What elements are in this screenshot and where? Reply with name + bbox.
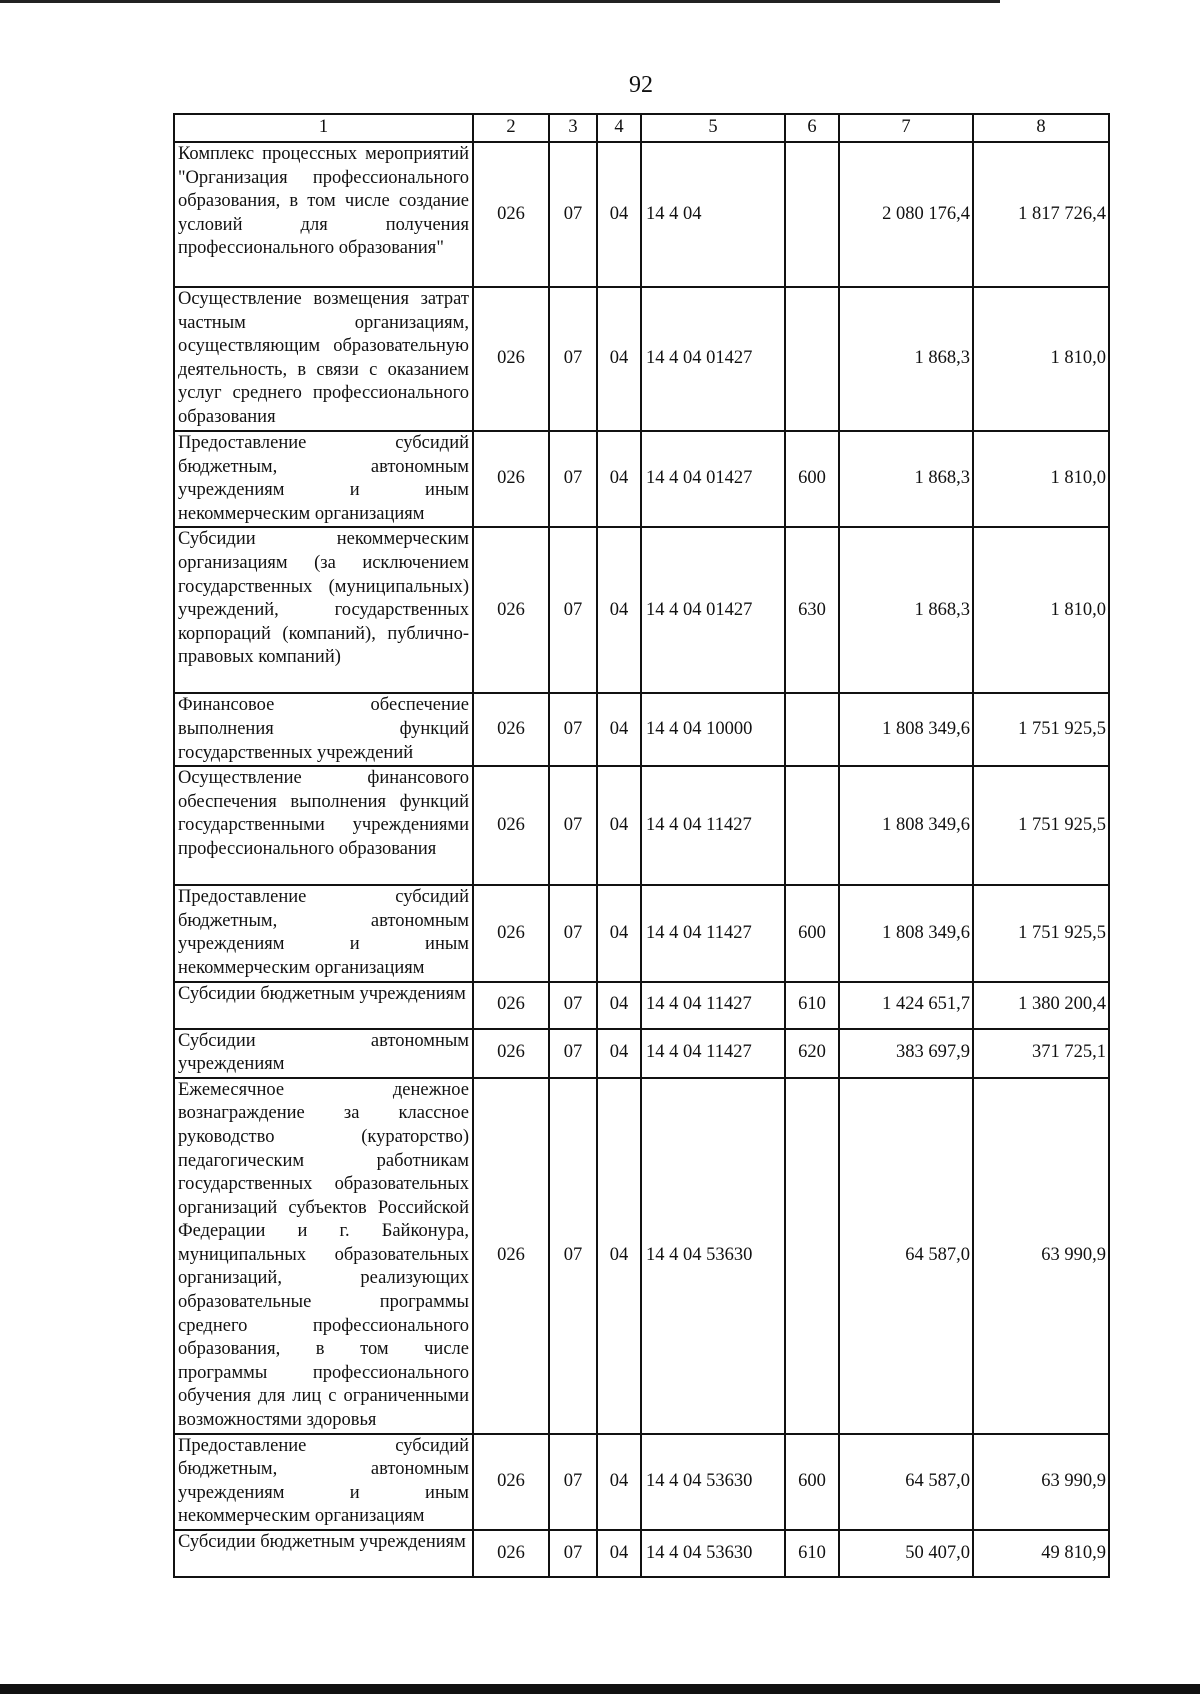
cell-col7: 1 808 349,6 xyxy=(839,693,973,766)
cell-col2: 026 xyxy=(473,287,549,431)
table-row xyxy=(174,1530,1109,1577)
cell-col6: 600 xyxy=(785,1434,839,1530)
cell-col7: 1 868,3 xyxy=(839,527,973,693)
cell-col8: 1 751 925,5 xyxy=(973,693,1109,766)
row-name: Предоставление субсидий бюджетным, автономным учреждениям и иным некоммерческим организациям xyxy=(174,1434,473,1530)
cell-col6: 610 xyxy=(785,982,839,1029)
header-cell: 1 xyxy=(174,114,473,142)
table-row xyxy=(174,1029,1109,1078)
cell-col2: 026 xyxy=(473,982,549,1029)
row-name: Субсидии некоммерческим организациям (за исключением государственных (муниципальных) учреждений, государственных корпораций (компаний), публично-правовых компаний) xyxy=(174,527,473,693)
table-row xyxy=(174,527,1109,693)
cell-col2: 026 xyxy=(473,1530,549,1577)
cell-col3: 07 xyxy=(549,885,597,981)
cell-col4: 04 xyxy=(597,885,641,981)
page-number: 92 xyxy=(629,72,653,98)
cell-col2: 026 xyxy=(473,431,549,527)
cell-col2: 026 xyxy=(473,766,549,885)
top-rule xyxy=(0,0,1000,3)
cell-col4: 04 xyxy=(597,1078,641,1434)
cell-col6: 610 xyxy=(785,1530,839,1577)
row-name: Субсидии бюджетным учреждениям xyxy=(174,1530,473,1577)
cell-col7: 2 080 176,4 xyxy=(839,142,973,287)
cell-col8: 1 810,0 xyxy=(973,527,1109,693)
cell-col8: 371 725,1 xyxy=(973,1029,1109,1078)
table-row xyxy=(174,982,1109,1029)
cell-col2: 026 xyxy=(473,693,549,766)
table-row xyxy=(174,142,1109,287)
cell-col2: 026 xyxy=(473,1434,549,1530)
table-row xyxy=(174,431,1109,527)
cell-col8: 63 990,9 xyxy=(973,1434,1109,1530)
cell-col2: 026 xyxy=(473,1029,549,1078)
cell-col6 xyxy=(785,766,839,885)
cell-col7: 64 587,0 xyxy=(839,1434,973,1530)
cell-col5: 14 4 04 11427 xyxy=(641,982,785,1029)
cell-col4: 04 xyxy=(597,766,641,885)
cell-col4: 04 xyxy=(597,287,641,431)
cell-col6 xyxy=(785,1078,839,1434)
table-row xyxy=(174,287,1109,431)
cell-col7: 1 424 651,7 xyxy=(839,982,973,1029)
cell-col3: 07 xyxy=(549,766,597,885)
table-row xyxy=(174,1434,1109,1530)
cell-col7: 1 868,3 xyxy=(839,431,973,527)
cell-col2: 026 xyxy=(473,885,549,981)
cell-col6 xyxy=(785,693,839,766)
cell-col5: 14 4 04 53630 xyxy=(641,1434,785,1530)
cell-col8: 1 810,0 xyxy=(973,287,1109,431)
header-cell: 8 xyxy=(973,114,1109,142)
header-cell: 5 xyxy=(641,114,785,142)
cell-col8: 63 990,9 xyxy=(973,1078,1109,1434)
row-name: Предоставление субсидий бюджетным, автономным учреждениям и иным некоммерческим организациям xyxy=(174,885,473,981)
cell-col6 xyxy=(785,142,839,287)
cell-col2: 026 xyxy=(473,527,549,693)
cell-col3: 07 xyxy=(549,287,597,431)
cell-col5: 14 4 04 01427 xyxy=(641,287,785,431)
cell-col4: 04 xyxy=(597,1530,641,1577)
cell-col8: 1 380 200,4 xyxy=(973,982,1109,1029)
row-name: Осуществление возмещения затрат частным организациям, осуществляющим образовательную деятельность, в связи с оказанием услуг среднего профессионального образования xyxy=(174,287,473,431)
cell-col6: 630 xyxy=(785,527,839,693)
cell-col6: 620 xyxy=(785,1029,839,1078)
cell-col6 xyxy=(785,287,839,431)
header-cell: 6 xyxy=(785,114,839,142)
cell-col6: 600 xyxy=(785,885,839,981)
cell-col4: 04 xyxy=(597,1434,641,1530)
cell-col3: 07 xyxy=(549,142,597,287)
cell-col7: 64 587,0 xyxy=(839,1078,973,1434)
cell-col7: 1 808 349,6 xyxy=(839,885,973,981)
cell-col4: 04 xyxy=(597,693,641,766)
cell-col3: 07 xyxy=(549,431,597,527)
cell-col4: 04 xyxy=(597,142,641,287)
cell-col7: 1 868,3 xyxy=(839,287,973,431)
cell-col5: 14 4 04 53630 xyxy=(641,1078,785,1434)
cell-col5: 14 4 04 53630 xyxy=(641,1530,785,1577)
cell-col8: 1 810,0 xyxy=(973,431,1109,527)
cell-col2: 026 xyxy=(473,1078,549,1434)
header-cell: 7 xyxy=(839,114,973,142)
table-row xyxy=(174,766,1109,885)
cell-col3: 07 xyxy=(549,693,597,766)
cell-col3: 07 xyxy=(549,527,597,693)
cell-col6: 600 xyxy=(785,431,839,527)
cell-col4: 04 xyxy=(597,982,641,1029)
cell-col4: 04 xyxy=(597,1029,641,1078)
cell-col3: 07 xyxy=(549,1029,597,1078)
cell-col5: 14 4 04 11427 xyxy=(641,885,785,981)
row-name: Предоставление субсидий бюджетным, автономным учреждениям и иным некоммерческим организациям xyxy=(174,431,473,527)
cell-col8: 49 810,9 xyxy=(973,1530,1109,1577)
cell-col8: 1 817 726,4 xyxy=(973,142,1109,287)
cell-col7: 50 407,0 xyxy=(839,1530,973,1577)
row-name: Субсидии автономным учреждениям xyxy=(174,1029,473,1078)
cell-col2: 026 xyxy=(473,142,549,287)
cell-col5: 14 4 04 11427 xyxy=(641,766,785,885)
cell-col7: 1 808 349,6 xyxy=(839,766,973,885)
cell-col8: 1 751 925,5 xyxy=(973,766,1109,885)
table-row xyxy=(174,885,1109,981)
row-name: Финансовое обеспечение выполнения функций государственных учреждений xyxy=(174,693,473,766)
cell-col5: 14 4 04 10000 xyxy=(641,693,785,766)
cell-col4: 04 xyxy=(597,527,641,693)
cell-col3: 07 xyxy=(549,1078,597,1434)
cell-col8: 1 751 925,5 xyxy=(973,885,1109,981)
table-row xyxy=(174,1078,1109,1434)
row-name: Осуществление финансового обеспечения выполнения функций государственными учреждениями профессионального образования xyxy=(174,766,473,885)
header-cell: 2 xyxy=(473,114,549,142)
cell-col5: 14 4 04 01427 xyxy=(641,527,785,693)
header-cell: 4 xyxy=(597,114,641,142)
cell-col4: 04 xyxy=(597,431,641,527)
row-name: Комплекс процессных мероприятий "Организация профессионального образования, в том числе создание условий для получения профессионального образования" xyxy=(174,142,473,287)
budget-table xyxy=(173,113,1110,1578)
cell-col7: 383 697,9 xyxy=(839,1029,973,1078)
cell-col5: 14 4 04 11427 xyxy=(641,1029,785,1078)
row-name: Субсидии бюджетным учреждениям xyxy=(174,982,473,1029)
cell-col5: 14 4 04 xyxy=(641,142,785,287)
cell-col5: 14 4 04 01427 xyxy=(641,431,785,527)
header-cell: 3 xyxy=(549,114,597,142)
row-name: Ежемесячное денежное вознаграждение за классное руководство (кураторство) педагогическим работникам государственных образовательных организаций субъектов Российской Федерации и г. Байконура, муниципальных образовательных организаций, реализующих образовательные программы среднего профессионального образования, в том числе программы профессионального обучения для лиц с ограниченными возможностями здоровья xyxy=(174,1078,473,1434)
cell-col3: 07 xyxy=(549,982,597,1029)
bottom-rule xyxy=(0,1684,1200,1694)
cell-col3: 07 xyxy=(549,1434,597,1530)
table-row xyxy=(174,693,1109,766)
header-row xyxy=(174,114,1109,142)
cell-col3: 07 xyxy=(549,1530,597,1577)
